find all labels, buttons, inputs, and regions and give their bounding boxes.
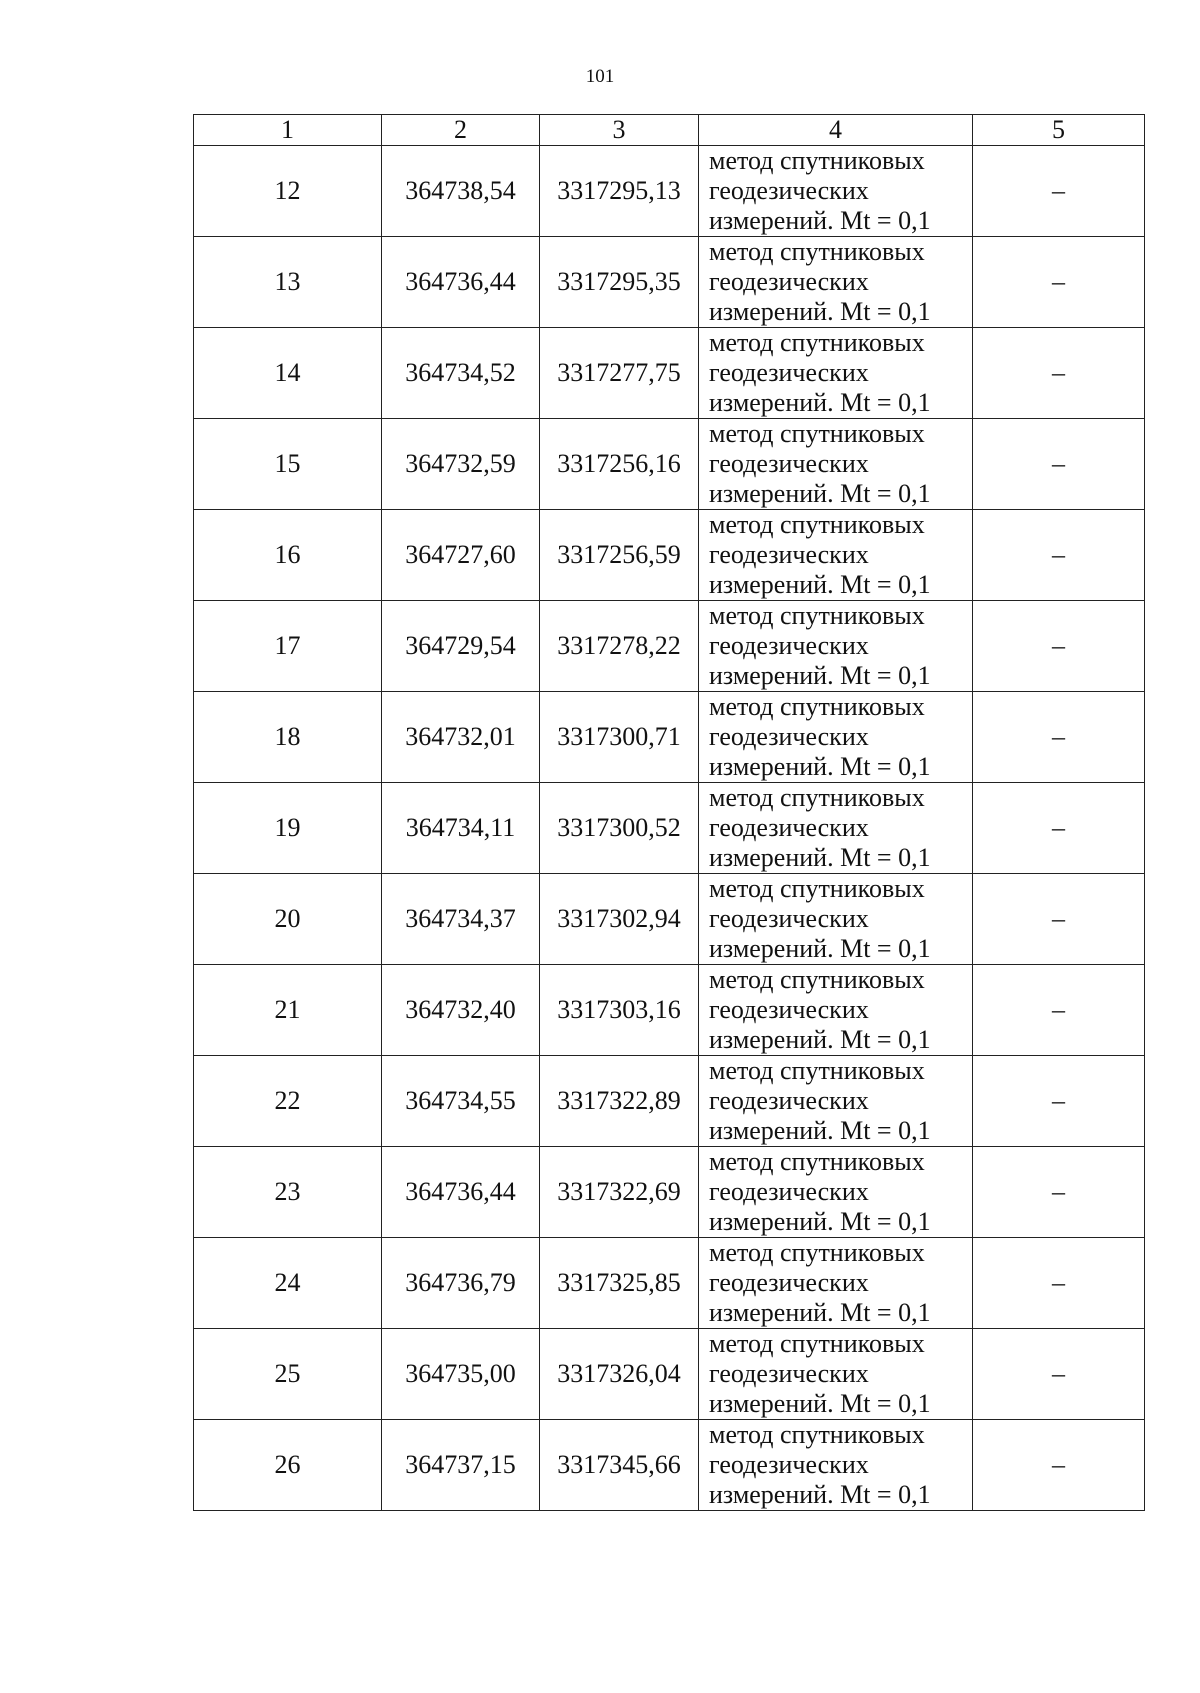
table-row (194, 1238, 1145, 1329)
note-cell: – (973, 601, 1145, 692)
note-cell: – (973, 1056, 1145, 1147)
note-cell: – (973, 965, 1145, 1056)
method-line: метод спутниковых (709, 965, 925, 994)
method-line: геодезических (709, 1450, 869, 1479)
y-coordinate-cell: 3317278,22 (540, 601, 699, 692)
page-number: 101 (585, 66, 615, 87)
method-line: геодезических (709, 631, 869, 660)
column-header: 2 (382, 115, 540, 146)
note-cell: – (973, 692, 1145, 783)
note-cell: – (973, 874, 1145, 965)
note-cell: – (973, 237, 1145, 328)
point-number-cell: 12 (194, 146, 382, 237)
column-header: 3 (540, 115, 699, 146)
note-cell: – (973, 146, 1145, 237)
note-cell: – (973, 1238, 1145, 1329)
table-header-row (194, 115, 1145, 146)
method-line: геодезических (709, 176, 869, 205)
table-row (194, 965, 1145, 1056)
note-cell: – (973, 1147, 1145, 1238)
method-line: метод спутниковых (709, 1329, 925, 1358)
method-cell (699, 692, 973, 783)
x-coordinate-cell: 364734,55 (382, 1056, 540, 1147)
method-line: измерений. Mt = 0,1 (709, 297, 931, 326)
note-cell: – (973, 1329, 1145, 1420)
method-line: измерений. Mt = 0,1 (709, 479, 931, 508)
method-cell (699, 601, 973, 692)
method-line: измерений. Mt = 0,1 (709, 1025, 931, 1054)
method-line: метод спутниковых (709, 692, 925, 721)
method-line: измерений. Mt = 0,1 (709, 934, 931, 963)
method-line: метод спутниковых (709, 419, 925, 448)
note-cell: – (973, 419, 1145, 510)
method-line: геодезических (709, 904, 869, 933)
method-cell (699, 874, 973, 965)
x-coordinate-cell: 364736,44 (382, 237, 540, 328)
method-line: измерений. Mt = 0,1 (709, 661, 931, 690)
x-coordinate-cell: 364729,54 (382, 601, 540, 692)
method-line: геодезических (709, 449, 869, 478)
x-coordinate-cell: 364732,59 (382, 419, 540, 510)
method-cell (699, 1238, 973, 1329)
method-cell (699, 1420, 973, 1511)
table-row (194, 1329, 1145, 1420)
table-row (194, 146, 1145, 237)
method-cell (699, 328, 973, 419)
method-line: метод спутниковых (709, 237, 925, 266)
note-cell: – (973, 783, 1145, 874)
table-row (194, 237, 1145, 328)
point-number-cell: 18 (194, 692, 382, 783)
method-line: метод спутниковых (709, 1238, 925, 1267)
table-row (194, 1147, 1145, 1238)
x-coordinate-cell: 364732,01 (382, 692, 540, 783)
method-line: измерений. Mt = 0,1 (709, 752, 931, 781)
x-coordinate-cell: 364735,00 (382, 1329, 540, 1420)
point-number-cell: 25 (194, 1329, 382, 1420)
method-line: метод спутниковых (709, 1147, 925, 1176)
point-number-cell: 20 (194, 874, 382, 965)
method-line: измерений. Mt = 0,1 (709, 1389, 931, 1418)
table-row (194, 419, 1145, 510)
method-cell (699, 1329, 973, 1420)
y-coordinate-cell: 3317345,66 (540, 1420, 699, 1511)
method-line: геодезических (709, 995, 869, 1024)
method-cell (699, 1056, 973, 1147)
column-header: 5 (973, 115, 1145, 146)
y-coordinate-cell: 3317300,52 (540, 783, 699, 874)
method-line: метод спутниковых (709, 510, 925, 539)
table-row (194, 1056, 1145, 1147)
method-line: геодезических (709, 1086, 869, 1115)
method-line: геодезических (709, 813, 869, 842)
table-row (194, 874, 1145, 965)
x-coordinate-cell: 364737,15 (382, 1420, 540, 1511)
method-line: геодезических (709, 358, 869, 387)
x-coordinate-cell: 364736,44 (382, 1147, 540, 1238)
table-row (194, 1420, 1145, 1511)
method-cell (699, 510, 973, 601)
y-coordinate-cell: 3317256,16 (540, 419, 699, 510)
method-line: геодезических (709, 1359, 869, 1388)
x-coordinate-cell: 364734,11 (382, 783, 540, 874)
method-line: измерений. Mt = 0,1 (709, 843, 931, 872)
method-line: геодезических (709, 1268, 869, 1297)
x-coordinate-cell: 364738,54 (382, 146, 540, 237)
point-number-cell: 26 (194, 1420, 382, 1511)
point-number-cell: 16 (194, 510, 382, 601)
point-number-cell: 21 (194, 965, 382, 1056)
method-line: метод спутниковых (709, 1420, 925, 1449)
point-number-cell: 14 (194, 328, 382, 419)
x-coordinate-cell: 364736,79 (382, 1238, 540, 1329)
table-row (194, 328, 1145, 419)
table-row (194, 783, 1145, 874)
table-row (194, 692, 1145, 783)
table-body (194, 146, 1145, 1511)
method-line: метод спутниковых (709, 1056, 925, 1085)
y-coordinate-cell: 3317295,35 (540, 237, 699, 328)
point-number-cell: 17 (194, 601, 382, 692)
method-line: метод спутниковых (709, 146, 925, 175)
method-line: геодезических (709, 1177, 869, 1206)
method-cell (699, 419, 973, 510)
method-line: измерений. Mt = 0,1 (709, 1116, 931, 1145)
column-header: 1 (194, 115, 382, 146)
y-coordinate-cell: 3317302,94 (540, 874, 699, 965)
point-number-cell: 22 (194, 1056, 382, 1147)
y-coordinate-cell: 3317325,85 (540, 1238, 699, 1329)
y-coordinate-cell: 3317303,16 (540, 965, 699, 1056)
method-line: геодезических (709, 267, 869, 296)
method-line: измерений. Mt = 0,1 (709, 1207, 931, 1236)
y-coordinate-cell: 3317277,75 (540, 328, 699, 419)
point-number-cell: 24 (194, 1238, 382, 1329)
y-coordinate-cell: 3317326,04 (540, 1329, 699, 1420)
method-line: метод спутниковых (709, 874, 925, 903)
point-number-cell: 13 (194, 237, 382, 328)
point-number-cell: 23 (194, 1147, 382, 1238)
point-number-cell: 19 (194, 783, 382, 874)
method-line: измерений. Mt = 0,1 (709, 1480, 931, 1509)
method-cell (699, 965, 973, 1056)
method-line: геодезических (709, 540, 869, 569)
x-coordinate-cell: 364734,52 (382, 328, 540, 419)
point-number-cell: 15 (194, 419, 382, 510)
column-header: 4 (699, 115, 973, 146)
method-line: метод спутниковых (709, 328, 925, 357)
note-cell: – (973, 328, 1145, 419)
y-coordinate-cell: 3317322,89 (540, 1056, 699, 1147)
y-coordinate-cell: 3317256,59 (540, 510, 699, 601)
method-line: измерений. Mt = 0,1 (709, 570, 931, 599)
note-cell: – (973, 1420, 1145, 1511)
table-row (194, 601, 1145, 692)
method-line: измерений. Mt = 0,1 (709, 1298, 931, 1327)
note-cell: – (973, 510, 1145, 601)
method-line: измерений. Mt = 0,1 (709, 206, 931, 235)
method-cell (699, 146, 973, 237)
method-cell (699, 1147, 973, 1238)
method-cell (699, 237, 973, 328)
method-line: геодезических (709, 722, 869, 751)
method-line: метод спутниковых (709, 783, 925, 812)
table-row (194, 510, 1145, 601)
method-line: метод спутниковых (709, 601, 925, 630)
x-coordinate-cell: 364727,60 (382, 510, 540, 601)
y-coordinate-cell: 3317295,13 (540, 146, 699, 237)
x-coordinate-cell: 364732,40 (382, 965, 540, 1056)
method-line: измерений. Mt = 0,1 (709, 388, 931, 417)
coordinates-table (193, 114, 1145, 1511)
method-cell (699, 783, 973, 874)
x-coordinate-cell: 364734,37 (382, 874, 540, 965)
y-coordinate-cell: 3317300,71 (540, 692, 699, 783)
y-coordinate-cell: 3317322,69 (540, 1147, 699, 1238)
